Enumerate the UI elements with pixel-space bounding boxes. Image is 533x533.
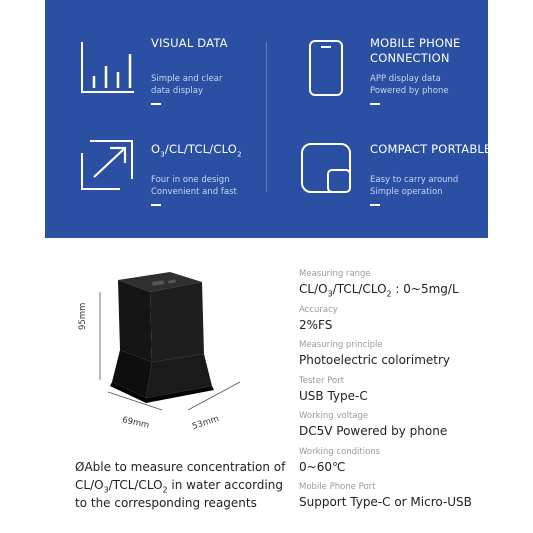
spec-label: Working voltage (299, 411, 369, 421)
feature-desc-line: Easy to carry around (370, 175, 459, 185)
feature-title-four-in-one: $O_3/CL/TCL/CLO_2$ (151, 142, 242, 159)
smartphone-icon (308, 40, 344, 96)
spec-value-range: $CL/O_3/TCL/CLO_2$ : 0~5mg/L (299, 282, 459, 299)
feature-desc-line: Convenient and fast (151, 187, 237, 197)
note-line: ØAble to measure concentration of (75, 460, 286, 474)
feature-dash (370, 103, 380, 105)
depth-dimension: 53mm (191, 414, 221, 432)
spec-label: Tester Port (299, 376, 345, 386)
spec-value: DC5V Powered by phone (299, 424, 448, 438)
spec-label: Measuring principle (299, 340, 383, 350)
feature-dash (151, 103, 161, 105)
spec-value: USB Type-C (299, 389, 368, 403)
panel-divider (266, 42, 267, 192)
expand-arrow-icon (80, 139, 134, 191)
note-line: $CL/O_3/TCL/CLO_2$ in water according (75, 478, 283, 495)
feature-desc-line: data display (151, 86, 204, 96)
feature-dash (151, 204, 161, 206)
feature-desc-line: Four in one design (151, 175, 230, 185)
spec-label: Mobile Phone Port (299, 482, 376, 492)
product-image (90, 270, 260, 430)
feature-title-compact: COMPACT PORTABLE (370, 142, 492, 156)
bar-chart-icon (80, 42, 134, 94)
feature-title-mobile-line2: CONNECTION (370, 51, 450, 65)
spec-label: Measuring range (299, 269, 371, 279)
spec-value: 0~60℃ (299, 460, 346, 474)
spec-value: 2%FS (299, 318, 333, 332)
feature-title-visual-data: VISUAL DATA (151, 36, 228, 50)
feature-desc-line: Simple operation (370, 187, 443, 197)
feature-desc-line: APP display data (370, 74, 441, 84)
feature-desc-line: Simple and clear (151, 74, 223, 84)
spec-value: Support Type-C or Micro-USB (299, 495, 472, 509)
feature-title-mobile: MOBILE PHONE (370, 36, 461, 50)
feature-dash (370, 204, 380, 206)
height-dimension: 95mm (78, 302, 88, 330)
width-dimension: 69mm (121, 415, 151, 431)
note-line: to the corresponding reagents (75, 496, 257, 510)
spec-label: Accuracy (299, 305, 338, 315)
spec-value: Photoelectric colorimetry (299, 353, 451, 367)
compact-device-icon (300, 142, 354, 194)
spec-label: Working conditions (299, 447, 381, 457)
feature-desc-line: Powered by phone (370, 86, 449, 96)
